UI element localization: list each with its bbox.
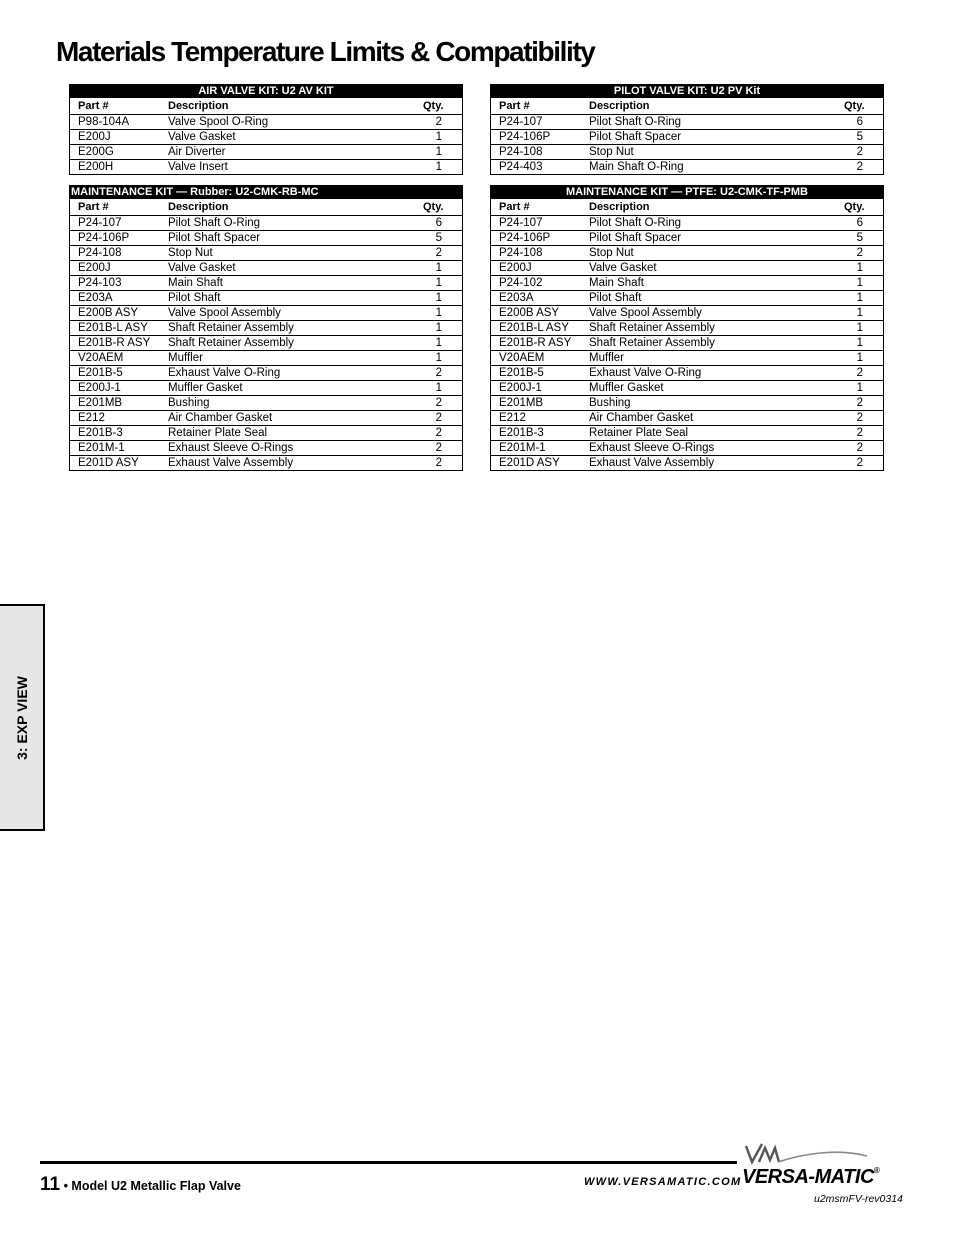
table-row [70,260,462,275]
table-row [491,144,883,159]
table-row [491,129,883,144]
description-cell: Main Shaft [168,275,423,290]
part-number-cell: E200J [70,129,168,144]
model-name: • Model U2 Metallic Flap Valve [60,1179,241,1193]
description-cell: Bushing [589,395,844,410]
qty-cell: 1 [844,260,883,275]
part-number-cell: P24-106P [70,230,168,245]
qty-cell: 1 [844,275,883,290]
table-row [70,440,462,455]
part-number-cell: E201M-1 [491,440,589,455]
description-cell: Muffler Gasket [168,380,423,395]
qty-cell: 2 [856,160,863,173]
table-row [70,290,462,305]
column-header-description: Description [168,98,423,114]
kit-title: MAINTENANCE KIT — PTFE: U2-CMK-TF-PMB [491,186,883,199]
page-number: 11 [40,1174,61,1195]
part-number-cell: E212 [70,410,168,425]
description-cell: Exhaust Sleeve O-Rings [168,440,423,455]
part-number-cell: E201M-1 [70,440,168,455]
qty-cell: 2 [435,456,442,469]
description-cell: Valve Spool O-Ring [168,114,423,129]
column-header-part: Part # [491,98,589,114]
part-number-cell: P24-107 [491,215,589,230]
table-row [70,320,462,335]
brand-name: VERSA-MATIC® [742,1166,880,1188]
table-row [70,159,462,174]
column-header-part: Part # [491,199,589,215]
description-cell: Stop Nut [589,245,844,260]
table-row [70,230,462,245]
part-number-cell: P98-104A [70,114,168,129]
column-header-part: Part # [70,199,168,215]
qty-cell: 1 [844,290,883,305]
table-header-row [70,98,462,114]
description-cell: Shaft Retainer Assembly [589,320,844,335]
table-row [70,410,462,425]
part-number-cell: P24-108 [70,245,168,260]
table-row [70,455,462,470]
part-number-cell: P24-102 [491,275,589,290]
maintenance-kit-rubber-table [69,185,463,471]
qty-cell: 2 [844,144,883,159]
pilot-valve-kit-table [490,84,884,175]
table-header-row [491,199,883,215]
kit-title: PILOT VALVE KIT: U2 PV Kit [491,85,883,98]
description-cell: Air Chamber Gasket [168,410,423,425]
description-cell: Air Diverter [168,144,423,159]
document-code: u2msmFV-rev0314 [814,1193,903,1205]
table-row [491,290,883,305]
description-cell: Stop Nut [168,245,423,260]
table-row [491,245,883,260]
table-row [70,365,462,380]
qty-cell: 1 [844,320,883,335]
column-header-part: Part # [70,98,168,114]
qty-cell: 6 [844,215,883,230]
part-number-cell: V20AEM [70,350,168,365]
description-cell: Shaft Retainer Assembly [168,320,423,335]
table-row [491,215,883,230]
kit-title: MAINTENANCE KIT — Rubber: U2-CMK-RB-MC [70,186,462,199]
part-number-cell: E200B ASY [491,305,589,320]
table-row [491,365,883,380]
table-row [491,275,883,290]
qty-cell: 5 [844,129,883,144]
part-number-cell: P24-107 [491,114,589,129]
qty-cell: 1 [423,380,462,395]
parts-table [70,199,462,470]
part-number-cell: E200H [78,160,114,173]
parts-table [491,199,883,470]
description-cell: Valve Spool Assembly [168,305,423,320]
qty-cell: 2 [856,456,863,469]
description-cell: Exhaust Valve Assembly [589,456,715,469]
description-cell: Shaft Retainer Assembly [168,335,423,350]
table-row [491,114,883,129]
qty-cell: 2 [844,410,883,425]
table-row [491,395,883,410]
column-header-qty: Qty. [844,98,883,114]
table-row [491,159,883,174]
part-number-cell: E201B-5 [70,365,168,380]
description-cell: Bushing [168,395,423,410]
footer-page-info [40,1174,241,1196]
table-row [70,335,462,350]
description-cell: Pilot Shaft [168,290,423,305]
part-number-cell: P24-107 [70,215,168,230]
vm-swoosh-icon [742,1142,902,1168]
qty-cell: 2 [844,365,883,380]
description-cell: Main Shaft O-Ring [589,160,684,173]
part-number-cell: V20AEM [491,350,589,365]
qty-cell: 1 [423,350,462,365]
description-cell: Valve Gasket [168,260,423,275]
description-cell: Pilot Shaft O-Ring [589,215,844,230]
description-cell: Shaft Retainer Assembly [589,335,844,350]
part-number-cell: E200J [70,260,168,275]
description-cell: Main Shaft [589,275,844,290]
table-row [70,305,462,320]
qty-cell: 2 [423,395,462,410]
qty-cell: 1 [844,380,883,395]
part-number-cell: E201B-5 [491,365,589,380]
description-cell: Pilot Shaft Spacer [589,230,844,245]
qty-cell: 1 [423,320,462,335]
part-number-cell: E200G [70,144,168,159]
table-row [70,275,462,290]
qty-cell: 1 [423,335,462,350]
table-row [70,380,462,395]
part-number-cell: P24-403 [499,160,543,173]
table-row [491,305,883,320]
description-cell: Exhaust Valve Assembly [168,456,294,469]
table-row [70,425,462,440]
table-header-row [70,199,462,215]
table-row [70,129,462,144]
description-cell: Pilot Shaft Spacer [168,230,423,245]
table-row [491,440,883,455]
description-cell: Pilot Shaft O-Ring [589,114,844,129]
description-cell: Valve Spool Assembly [589,305,844,320]
description-cell: Muffler [168,350,423,365]
qty-cell: 1 [423,129,462,144]
part-number-cell: E200J [491,260,589,275]
table-row [491,425,883,440]
parts-table [491,98,883,174]
page-title: Materials Temperature Limits & Compatibility [56,36,595,67]
description-cell: Valve Gasket [589,260,844,275]
table-row [491,350,883,365]
qty-cell: 2 [844,440,883,455]
description-cell: Stop Nut [589,144,844,159]
section-tab-exp-view[interactable] [0,604,45,831]
column-header-description: Description [168,199,423,215]
description-cell: Exhaust Sleeve O-Rings [589,440,844,455]
air-valve-kit-table [69,84,463,175]
description-cell: Retainer Plate Seal [589,425,844,440]
description-cell: Retainer Plate Seal [168,425,423,440]
qty-cell: 2 [423,245,462,260]
table-row [70,215,462,230]
table-row [491,230,883,245]
table-row [491,320,883,335]
part-number-cell: E201D ASY [499,456,560,469]
table-header-row [491,98,883,114]
description-cell: Pilot Shaft [589,290,844,305]
table-row [491,380,883,395]
qty-cell: 6 [844,114,883,129]
table-row [70,114,462,129]
description-cell: Valve Gasket [168,129,423,144]
column-header-qty: Qty. [423,199,462,215]
part-number-cell: E212 [491,410,589,425]
section-tab-label: 3: EXP VIEW [13,675,30,760]
qty-cell: 2 [423,425,462,440]
qty-cell: 2 [844,245,883,260]
description-cell: Exhaust Valve O-Ring [589,365,844,380]
table-row [70,350,462,365]
part-number-cell: E201D ASY [78,456,139,469]
column-header-qty: Qty. [844,199,883,215]
part-number-cell: P24-108 [491,144,589,159]
part-number-cell: E200J-1 [491,380,589,395]
website-url: WWW.VERSAMATIC.COM [584,1176,742,1188]
part-number-cell: E200B ASY [70,305,168,320]
table-row [491,410,883,425]
qty-cell: 5 [844,230,883,245]
qty-cell: 1 [423,305,462,320]
part-number-cell: E201B-3 [491,425,589,440]
qty-cell: 2 [423,440,462,455]
part-number-cell: P24-108 [491,245,589,260]
part-number-cell: E201B-L ASY [491,320,589,335]
description-cell: Muffler [589,350,844,365]
column-header-qty: Qty. [423,98,462,114]
part-number-cell: E203A [70,290,168,305]
qty-cell: 1 [423,275,462,290]
versa-matic-logo [742,1142,902,1192]
part-number-cell: P24-103 [70,275,168,290]
description-cell: Valve Insert [168,160,228,173]
qty-cell: 2 [844,425,883,440]
part-number-cell: E201MB [70,395,168,410]
part-number-cell: E201MB [491,395,589,410]
parts-table [70,98,462,174]
column-header-description: Description [589,199,844,215]
qty-cell: 1 [423,290,462,305]
qty-cell: 1 [435,160,442,173]
qty-cell: 1 [844,350,883,365]
part-number-cell: E201B-3 [70,425,168,440]
description-cell: Pilot Shaft Spacer [589,129,844,144]
part-number-cell: E203A [491,290,589,305]
part-number-cell: P24-106P [491,129,589,144]
qty-cell: 1 [423,260,462,275]
footer-rule [40,1161,737,1164]
table-row [70,395,462,410]
part-number-cell: P24-106P [491,230,589,245]
qty-cell: 2 [423,114,462,129]
qty-cell: 1 [844,335,883,350]
part-number-cell: E201B-R ASY [491,335,589,350]
description-cell: Pilot Shaft O-Ring [168,215,423,230]
qty-cell: 1 [844,305,883,320]
qty-cell: 6 [423,215,462,230]
table-row [491,260,883,275]
part-number-cell: E201B-L ASY [70,320,168,335]
qty-cell: 1 [423,144,462,159]
part-number-cell: E200J-1 [70,380,168,395]
part-number-cell: E201B-R ASY [70,335,168,350]
column-header-description: Description [589,98,844,114]
description-cell: Muffler Gasket [589,380,844,395]
qty-cell: 2 [423,365,462,380]
description-cell: Air Chamber Gasket [589,410,844,425]
table-row [491,455,883,470]
table-row [491,335,883,350]
qty-cell: 2 [844,395,883,410]
maintenance-kit-ptfe-table [490,185,884,471]
description-cell: Exhaust Valve O-Ring [168,365,423,380]
table-row [70,245,462,260]
qty-cell: 5 [423,230,462,245]
table-row [70,144,462,159]
kit-title: AIR VALVE KIT: U2 AV KIT [70,85,462,98]
qty-cell: 2 [423,410,462,425]
